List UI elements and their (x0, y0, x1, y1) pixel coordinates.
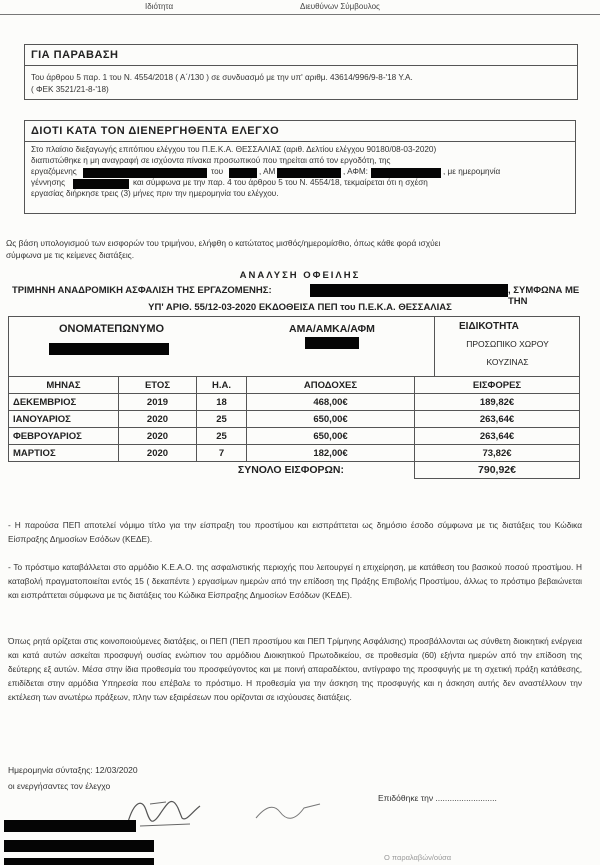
inspection-title: ΔΙΟΤΙ ΚΑΤΑ ΤΟΝ ΔΙΕΝΕΡΓΗΘΕΝΤΑ ΕΛΕΓΧΟ (31, 125, 280, 137)
analysis-line2: ΥΠ' ΑΡΙΘ. 55/12-03-2020 ΕΚΔΟΘΕΙΣΑ ΠΕΠ του Π.Ε.Κ.Α. ΘΕΣΣΑΛΙΑΣ (148, 302, 452, 313)
dues-header-contributions: ΕΙΣΦΟΡΕΣ (415, 377, 580, 394)
violation-line2: ( ΦΕΚ 3521/21-8-'18) (31, 85, 109, 94)
dues-header-earnings: ΑΠΟΔΟΧΕΣ (247, 377, 415, 394)
year-cell: 2019 (119, 394, 197, 411)
inspection-line1: Στο πλαίσιο διεξαγωγής επιτόπιου ελέγχου του Π.Ε.Κ.Α. ΘΕΣΣΑΛΙΑΣ (αριθ. Δελτίου ελέγχου 90180/08-03-2020) (31, 145, 437, 154)
footer-delivered: Επιδόθηκε την .......................... (378, 793, 497, 803)
inspection-line3b: του (211, 167, 224, 176)
earnings-cell: 650,00€ (247, 411, 415, 428)
redacted-inspector-1 (4, 820, 136, 832)
inspection-line3e: , με ημερομηνία (443, 167, 501, 176)
footer-inspectors: οι ενεργήσαντες τον έλεγχο (8, 781, 111, 791)
employee-spec-2: ΚΟΥΖΙΝΑΣ (486, 357, 529, 367)
inspection-line4a: γέννησης (31, 178, 66, 187)
contribution-cell: 73,82€ (415, 445, 580, 462)
redacted-employee-fullname (310, 284, 508, 297)
redacted-inspector-3 (4, 858, 154, 865)
dues-total-label: ΣΥΝΟΛΟ ΕΙΣΦΟΡΩΝ: (9, 462, 415, 479)
inspection-divider (25, 141, 575, 142)
redacted-name-value (49, 343, 169, 355)
employee-spec-1: ΠΡΟΣΩΠΙΚΟ ΧΩΡΟΥ (466, 339, 549, 349)
note-paragraph-1: - Η παρούσα ΠΕΠ αποτελεί νόμιμο τίτλο για την είσπραξη του προστίμου και εισπράττεται ως δημόσιο έσοδο σύμφωνα με τις διατάξεις του Κώδικα Είσπραξης Δημοσίων Εσόδων (ΚΕΔΕ). (8, 520, 582, 544)
contribution-cell: 263,64€ (415, 428, 580, 445)
contribution-cell: 189,82€ (415, 394, 580, 411)
note-paragraph-3: Όπως ρητά ορίζεται στις κοινοποιούμενες διατάξεις, οι ΠΕΠ (ΠΕΠ προστίμου και ΠΕΠ Τρίμηνης Ασφάλισης) προσβάλλονται ως σύνθετη διοικητική ενέργεια και κατά αυτών ασκείται προσφυγή ουσίας ενώπιον του αρμόδιου Διοικητικού Πρωτοδικείου, σε προθεσμία (60) εξήντα ημερών από την επίδοση της δεύτερης εξ αυτών. Μέσα στην ίδια προθεσμία του προσφεύγοντος και με ποινή απαραδέκτου, αντίγραφο της προσφυγής με τη σχετική πράξη κατάθεσης, επιδίδεται στην αρμόδια Υπηρεσία που επέβαλε το πρόστιμο. Η προθεσμία για την άσκηση της προσφυγής και η άσκηση αυτής δεν αναστέλλουν την εκτέλεση των ανωτέρω πράξεων, πλην των εξαιρέσεων που ορίζονται σε ισχύουσες διατάξεις. (8, 636, 582, 702)
analysis-title: ΑΝΑΛΥΣΗ ΟΦΕΙΛΗΣ (239, 270, 361, 281)
earnings-cell: 650,00€ (247, 428, 415, 445)
inspection-line3d: , ΑΦΜ: (343, 167, 368, 176)
basis-line1: Ως βάση υπολογισμού των εισφορών του τριμήνου, ελήφθη ο κατώτατος μισθός/ημερομίσθιο, όπως κάθε φορά ισχύει (6, 238, 441, 248)
basis-line2: σύμφωνα με τις κείμενες διατάξεις. (6, 250, 135, 260)
inspection-line5: εργασίας διήρκησε τρεις (3) μήνες πριν την ημερομηνία του ελέγχου. (31, 189, 279, 198)
employee-col-ids: ΑΜΑ/ΑΜΚΑ/ΑΦΜ (289, 323, 375, 335)
dues-total-value: 790,92€ (415, 462, 580, 479)
dues-header-year: ΕΤΟΣ (119, 377, 197, 394)
earnings-cell: 182,00€ (247, 445, 415, 462)
dues-header-month: ΜΗΝΑΣ (9, 377, 119, 394)
dues-table (8, 376, 580, 479)
days-cell: 7 (197, 445, 247, 462)
redacted-inspector-2 (4, 840, 154, 852)
header-strip (0, 0, 600, 14)
redacted-ids-value (305, 337, 359, 349)
year-cell: 2020 (119, 411, 197, 428)
header-right: Διευθύνων Σύμβουλος (300, 2, 380, 11)
violation-divider (25, 65, 577, 66)
month-cell: ΔΕΚΕΜΒΡΙΟΣ (9, 394, 119, 411)
employee-block (8, 316, 580, 376)
header-divider (0, 14, 600, 15)
analysis-line1b: , ΣΥΜΦΩΝΑ ΜΕ ΤΗΝ (508, 285, 580, 307)
table-row (9, 411, 580, 428)
inspection-line3a: εργαζόμενης (31, 167, 77, 176)
days-cell: 25 (197, 428, 247, 445)
dues-total-row (9, 462, 580, 479)
month-cell: ΙΑΝΟΥΑΡΙΟΣ (9, 411, 119, 428)
violation-box (24, 44, 578, 100)
second-signature (250, 796, 330, 826)
year-cell: 2020 (119, 445, 197, 462)
footer-receiver: Ο παραλαβών/ούσα (384, 853, 452, 862)
contribution-cell: 263,64€ (415, 411, 580, 428)
dues-header-row (9, 377, 580, 394)
table-row (9, 428, 580, 445)
employee-col-name: ΟΝΟΜΑΤΕΠΩΝΥΜΟ (59, 323, 165, 335)
violation-line1: Του άρθρου 5 παρ. 1 του Ν. 4554/2018 ( Α΄/130 ) σε συνδυασμό με την υπ' αριθμ. 43614/996/9-8-'18 Υ.Α. (31, 73, 413, 82)
dues-header-days: Η.Α. (197, 377, 247, 394)
year-cell: 2020 (119, 428, 197, 445)
table-row (9, 394, 580, 411)
header-left: Ιδιότητα (145, 2, 174, 11)
inspection-box (24, 120, 576, 214)
employee-col-spec: ΕΙΔΙΚΟΤΗΤΑ (459, 321, 519, 332)
month-cell: ΜΑΡΤΙΟΣ (9, 445, 119, 462)
inspection-line3c: , ΑΜ (259, 167, 276, 176)
inspection-line4b: και σύμφωνα με την παρ. 4 του άρθρου 5 του Ν. 4554/18, τεκμαίρεται ότι η σχέση (133, 178, 428, 187)
analysis-line1a: ΤΡΙΜΗΝΗ ΑΝΑΔΡΟΜΙΚΗ ΑΣΦΑΛΙΣΗ ΤΗΣ ΕΡΓΑΖΟΜΕΝΗΣ: (12, 285, 272, 296)
month-cell: ΦΕΒΡΟΥΑΡΙΟΣ (9, 428, 119, 445)
violation-title: ΓΙΑ ΠΑΡΑΒΑΣΗ (31, 49, 119, 61)
days-cell: 18 (197, 394, 247, 411)
footer-date: Ημερομηνία σύνταξης: 12/03/2020 (8, 765, 138, 775)
inspection-line2: διαπιστώθηκε η μη αναγραφή σε ισχύοντα πίνακα προσωπικού που τηρείται από τον εργοδότη, της (31, 156, 391, 165)
days-cell: 25 (197, 411, 247, 428)
table-row (9, 445, 580, 462)
note-paragraph-2: - Το πρόστιμο καταβάλλεται στο αρμόδιο Κ.Ε.Α.Ο. της ασφαλιστικής περιοχής που λειτουργεί η επιχείρηση, με κατάθεση του βασικού ποσού προστίμου. Η καταβολή πραγματοποιείται εντός 15 ( δεκαπέντε ) εργασίμων ημερών από την επίδοση της Πράξης Επιβολής Προστίμου, άλλως το πρόστιμο βεβαιώνεται και εισπράττεται σύμφωνα με τις διατάξεις του Κώδικα Είσπραξης Δημοσίων Εσόδων (ΚΕΔΕ). (8, 562, 582, 600)
earnings-cell: 468,00€ (247, 394, 415, 411)
